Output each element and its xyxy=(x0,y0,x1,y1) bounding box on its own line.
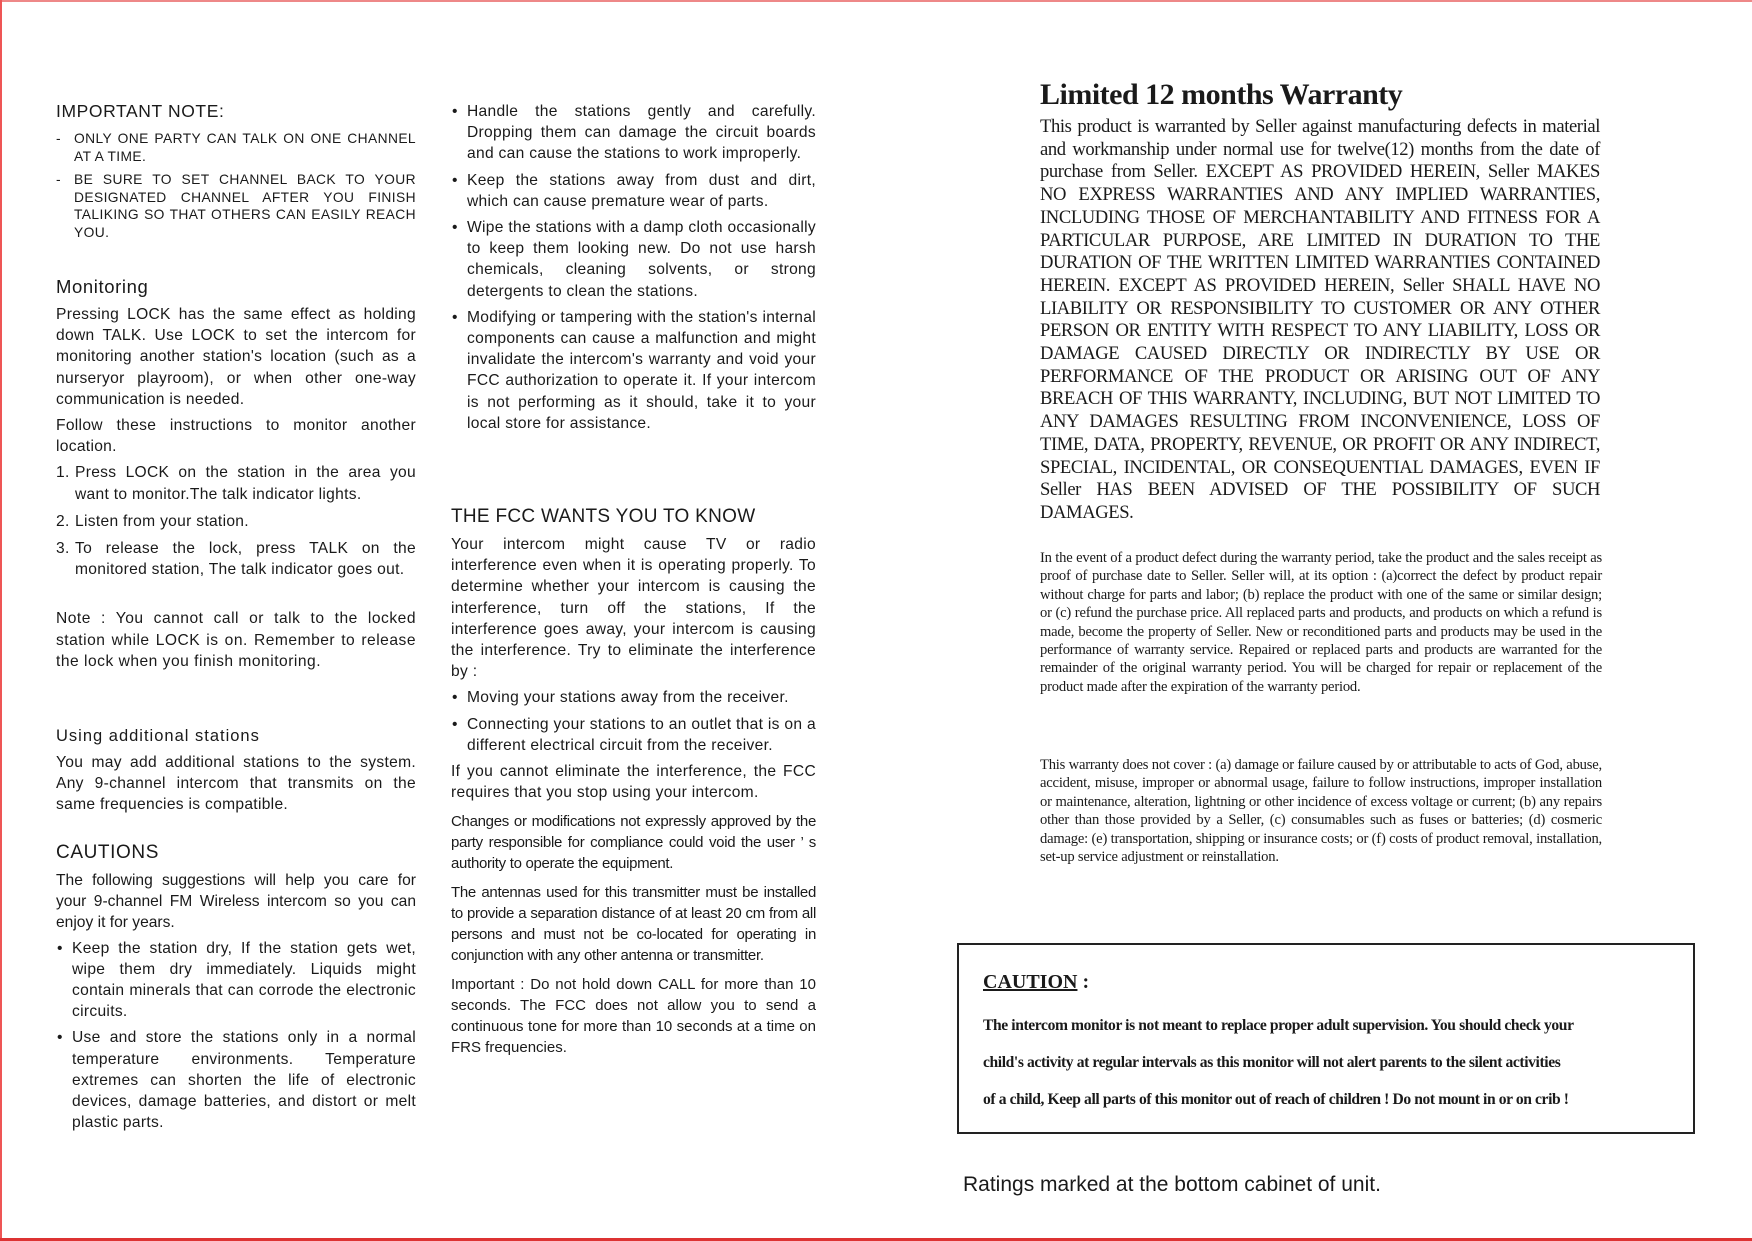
caution-line: The intercom monitor is not meant to replace proper adult supervision. You should check your xyxy=(983,1017,1574,1034)
step-number: 3. xyxy=(56,540,70,558)
cautions-section xyxy=(56,842,416,1138)
fcc-heading: THE FCC WANTS YOU TO KNOW xyxy=(451,506,756,527)
fcc-changes: Changes or modifications not expressly approved by the party responsible for compliance could void the user ’ s authority to operate the equipment. xyxy=(451,813,816,873)
additional-stations-text: You may add additional stations to the system. Any 9-channel intercom that transmits on the same frequencies is compatible. xyxy=(56,754,416,814)
warranty-title: Limited 12 months Warranty xyxy=(1040,78,1403,111)
caution-line: of a child, Keep all parts of this monitor out of reach of children ! Do not mount in or on crib ! xyxy=(983,1091,1569,1108)
caution-box xyxy=(957,943,1695,1134)
fcc-intro: Your intercom might cause TV or radio interference even when it is operating properly. To determine whether your intercom is causing the interference, turn off the stations, If the interference goes away, your intercom is causing the interference. Try to eliminate the interference by : xyxy=(451,536,816,681)
caution-box-text xyxy=(983,1007,1683,1118)
cautions-intro: The following suggestions will help you care for your 9-channel FM Wireless intercom so you can enjoy it for years. xyxy=(56,872,416,932)
warranty-body: This product is warranted by Seller against manufacturing defects in material and workmanship under normal use for twelve(12) months from the date of purchase from Seller. EXCEPT AS PROVIDED HEREIN, Seller MAKES NO EXPRESS WARRANTIES AND ANY IMPLIED WARRANTIES, INCLUDING THOSE OF MERCHANTABILITY AND FITNESS FOR A PARTICULAR PURPOSE, ARE LIMITED IN DURATION TO THE DURATION OF THE WRITTEN LIMITED WARRANTIES CONTAINED HEREIN. EXCEPT AS PROVIDED HEREIN, Seller SHALL HAVE NO LIABILITY OR RESPONSIBILITY TO CUSTOMER OR ANY OTHER PERSON OR ENTITY WITH RESPECT TO ANY LIABILITY, LOSS OR DAMAGE CAUSED DIRECTLY OR INDIRECTLY BY USE OR PERFORMANCE OF THE PRODUCT OR ARISING OUT OF ANY BREACH OF THIS WARRANTY, INCLUDING, BUT NOT LIMITED TO ANY DAMAGES RESULTING FROM INCONVENIENCE, LOSS OF TIME, DATA, PROPERTY, REVENUE, OR PROFIT OR ANY INDIRECT, SPECIAL, INCIDENTAL, OR CONSEQUENTIAL DAMAGES, EVEN IF Seller HAS BEEN ADVISED OF THE POSSIBILITY OF SUCH DAMAGES. xyxy=(1040,116,1600,523)
step-number: 1. xyxy=(56,464,70,482)
page-border-left xyxy=(0,0,2,1241)
fcc-after: If you cannot eliminate the interference, the FCC requires that you stop using your intercom. xyxy=(451,763,816,802)
caution-box-title xyxy=(983,971,1089,994)
important-note-item: - BE SURE TO SET CHANNEL BACK TO YOUR DESIGNATED CHANNEL AFTER YOU FINISH TALIKING SO THAT OTHERS CAN EASILY REACH YOU. xyxy=(56,171,416,241)
additional-stations-section xyxy=(56,727,416,816)
caution-title-colon: : xyxy=(1077,971,1090,993)
fcc-bullet: • Connecting your stations to an outlet that is on a different electrical circuit from the receiver. xyxy=(451,714,816,756)
caution-bullet: • Modifying or tampering with the station's internal components can cause a malfunction and might invalidate the intercom's warranty and void your FCC authorization to operate it. If your intercom is not performing as it should, take it to your local store for assistance. xyxy=(451,307,816,434)
monitoring-para: Follow these instructions to monitor another location. xyxy=(56,417,416,456)
important-note-item: - ONLY ONE PARTY CAN TALK ON ONE CHANNEL AT A TIME. xyxy=(56,130,416,165)
ratings-note: Ratings marked at the bottom cabinet of unit. xyxy=(963,1173,1381,1196)
cautions-heading: CAUTIONS xyxy=(56,842,159,863)
step-text: Press LOCK on the station in the area you want to monitor.The talk indicator lights. xyxy=(75,464,416,503)
caution-bullet: • Keep the stations away from dust and dirt, which can cause premature wear of parts. xyxy=(451,170,816,212)
monitoring-step xyxy=(56,511,416,532)
warranty-defect: In the event of a product defect during the warranty period, take the product and the sales receipt as proof of purchase date to Seller. Seller will, at its option : (a)correct the defect by product repair without charge for parts and labor; (b) replace the product with one of the same or similar design; or (c) refund the purchase price. All replaced parts and products, and products on which a refund is made, become the property of Seller. New or reconditioned parts and products may be used in the performance of warranty service. Repaired or replaced parts and products are warranted for the remainder of the original warranty period. You will be charged for repair or replacement of the product made after the expiration of the warranty period. xyxy=(1040,550,1602,695)
monitoring-heading: Monitoring xyxy=(56,276,149,297)
fcc-important: Important : Do not hold down CALL for more than 10 seconds. The FCC does not allow you to send a continuous tone for more than 10 seconds at a time on FRS frequencies. xyxy=(451,976,816,1057)
page-border-top xyxy=(0,0,1752,2)
monitoring-step xyxy=(56,538,416,580)
warranty-exclusions: This warranty does not cover : (a) damage or failure caused by or attributable to acts of God, abuse, accident, misuse, improper or abnormal usage, failure to follow instructions, improper installation or maintenance, alteration, lightning or other incidence of excess voltage or current; (b) any repairs other than those provided by a Seller, (c) consumables such as fuses or batteries; (d) cosmeric damage: (e) transportation, shipping or insurance costs; or (f) costs of product removal, installation, set-up service adjustment or reinstallation. xyxy=(1040,757,1602,866)
monitoring-note: Note : You cannot call or talk to the locked station while LOCK is on. Remember to release the lock when you finish monitoring. xyxy=(56,610,416,670)
caution-bullet: • Handle the stations gently and carefully. Dropping them can damage the circuit boards and can cause the stations to work improperly. xyxy=(451,101,816,165)
monitoring-step xyxy=(56,462,416,504)
monitoring-section xyxy=(56,276,416,672)
caution-title-text: CAUTION xyxy=(983,971,1078,993)
step-text: To release the lock, press TALK on the monitored station, The talk indicator goes out. xyxy=(75,540,416,579)
fcc-section xyxy=(451,506,816,1058)
caution-bullet: • Use and store the stations only in a normal temperature environments. Temperature extremes can shorten the life of electronic devices, damage batteries, and distort or melt plastic parts. xyxy=(56,1027,416,1133)
caution-bullet: • Keep the station dry, If the station gets wet, wipe them dry immediately. Liquids might contain minerals that can corrode the electronic circuits. xyxy=(56,938,416,1023)
caution-bullet: • Wipe the stations with a damp cloth occasionally to keep them looking new. Do not use harsh chemicals, cleaning solvents, or strong detergents to clean the stations. xyxy=(451,217,816,302)
caution-line: child's activity at regular intervals as this monitor will not alert parents to the silent activities xyxy=(983,1054,1561,1071)
additional-stations-heading: Using additional stations xyxy=(56,727,260,745)
important-note-section xyxy=(56,101,416,247)
cautions-continued xyxy=(451,101,816,439)
important-note-heading: IMPORTANT NOTE: xyxy=(56,101,225,121)
step-text: Listen from your station. xyxy=(75,512,249,530)
step-number: 2. xyxy=(56,512,70,530)
monitoring-para: Pressing LOCK has the same effect as holding down TALK. Use LOCK to set the intercom for monitoring another station's location (such as a nurseryor playroom), or when other one-way communication is needed. xyxy=(56,306,416,408)
fcc-bullet: • Moving your stations away from the receiver. xyxy=(451,687,816,708)
fcc-antennas: The antennas used for this transmitter must be installed to provide a separation distance of at least 20 cm from all persons and must not be co-located for operating in conjunction with any other antenna or transmitter. xyxy=(451,884,816,965)
